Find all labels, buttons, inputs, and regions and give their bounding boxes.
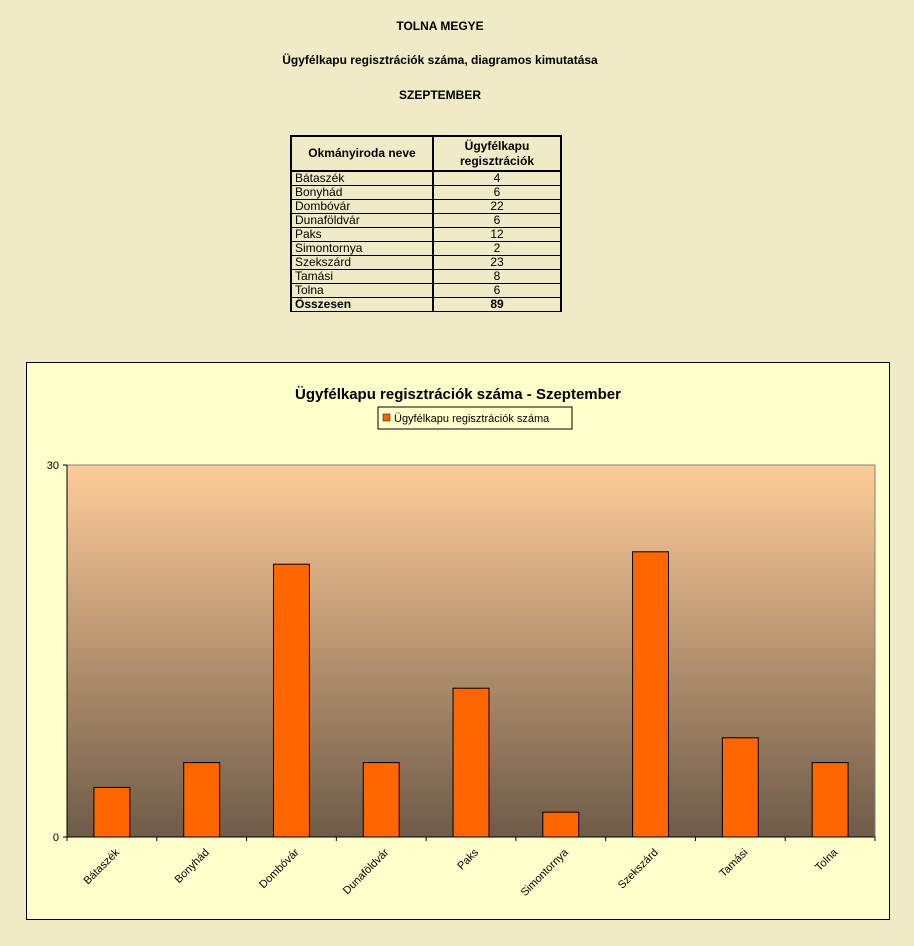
column-header-line1: Ügyfélkapu bbox=[464, 138, 530, 153]
office-name: Bátaszék bbox=[291, 171, 433, 186]
registration-count: 8 bbox=[433, 270, 561, 284]
y-tick-label: 0 bbox=[52, 832, 59, 844]
table-row bbox=[291, 228, 561, 242]
bar bbox=[363, 763, 399, 837]
registration-count: 22 bbox=[433, 200, 561, 214]
bar-chart bbox=[27, 363, 889, 919]
bar bbox=[453, 688, 489, 837]
registrations-table bbox=[290, 135, 562, 312]
bar bbox=[543, 812, 579, 837]
office-name: Tolna bbox=[291, 284, 433, 298]
legend bbox=[378, 407, 572, 429]
page-title: TOLNA MEGYE bbox=[396, 19, 484, 33]
table-row bbox=[291, 284, 561, 298]
table-row bbox=[291, 186, 561, 200]
page-subtitle: Ügyfélkapu regisztrációk száma, diagramos kimutatása bbox=[282, 53, 598, 67]
office-name: Simontornya bbox=[291, 242, 433, 256]
table-row bbox=[291, 171, 561, 186]
bar bbox=[273, 564, 309, 837]
registration-count: 23 bbox=[433, 256, 561, 270]
x-tick-label: Dombóvár bbox=[257, 846, 302, 892]
column-header-office: Okmányiroda neve bbox=[291, 136, 433, 171]
table-row bbox=[291, 214, 561, 228]
table-row bbox=[291, 270, 561, 284]
bar bbox=[812, 763, 848, 837]
office-name: Bonyhád bbox=[291, 186, 433, 200]
x-tick-label: Szekszárd bbox=[615, 846, 661, 892]
legend-label: Ügyfélkapu regisztrációk száma bbox=[394, 413, 550, 425]
x-tick-label: Tolna bbox=[813, 846, 841, 874]
table-row bbox=[291, 200, 561, 214]
x-tick-label: Tamási bbox=[717, 846, 751, 880]
column-header-registrations bbox=[433, 136, 561, 171]
y-tick-label: 30 bbox=[46, 460, 59, 472]
table-row bbox=[291, 256, 561, 270]
registration-count: 6 bbox=[433, 186, 561, 200]
registration-count: 6 bbox=[433, 214, 561, 228]
chart-title: Ügyfélkapu regisztrációk száma - Szeptember bbox=[295, 386, 621, 403]
office-name: Tamási bbox=[291, 270, 433, 284]
table-row bbox=[291, 242, 561, 256]
registration-count: 2 bbox=[433, 242, 561, 256]
registration-count: 4 bbox=[433, 171, 561, 186]
bar bbox=[184, 763, 220, 837]
registration-count: 12 bbox=[433, 228, 561, 242]
x-tick-label: Bonyhád bbox=[172, 846, 212, 886]
column-header-line2: regisztrációk bbox=[459, 153, 535, 168]
month-label: SZEPTEMBER bbox=[398, 88, 481, 102]
table-header-row bbox=[291, 136, 561, 171]
office-name: Dombóvár bbox=[291, 200, 433, 214]
total-label: Összesen bbox=[291, 298, 433, 312]
office-name: Dunaföldvár bbox=[291, 214, 433, 228]
office-name: Paks bbox=[291, 228, 433, 242]
bar bbox=[94, 787, 130, 837]
legend-swatch bbox=[383, 414, 390, 421]
total-value: 89 bbox=[433, 298, 561, 312]
x-tick-label: Simontornya bbox=[518, 846, 571, 899]
table-total-row bbox=[291, 298, 561, 312]
chart-area bbox=[26, 362, 890, 920]
bar bbox=[722, 738, 758, 837]
registration-count: 6 bbox=[433, 284, 561, 298]
bar bbox=[633, 552, 669, 837]
x-tick-label: Dunaföldvár bbox=[340, 846, 392, 898]
x-tick-label: Bátaszék bbox=[81, 846, 123, 888]
office-name: Szekszárd bbox=[291, 256, 433, 270]
x-tick-label: Paks bbox=[455, 846, 482, 873]
